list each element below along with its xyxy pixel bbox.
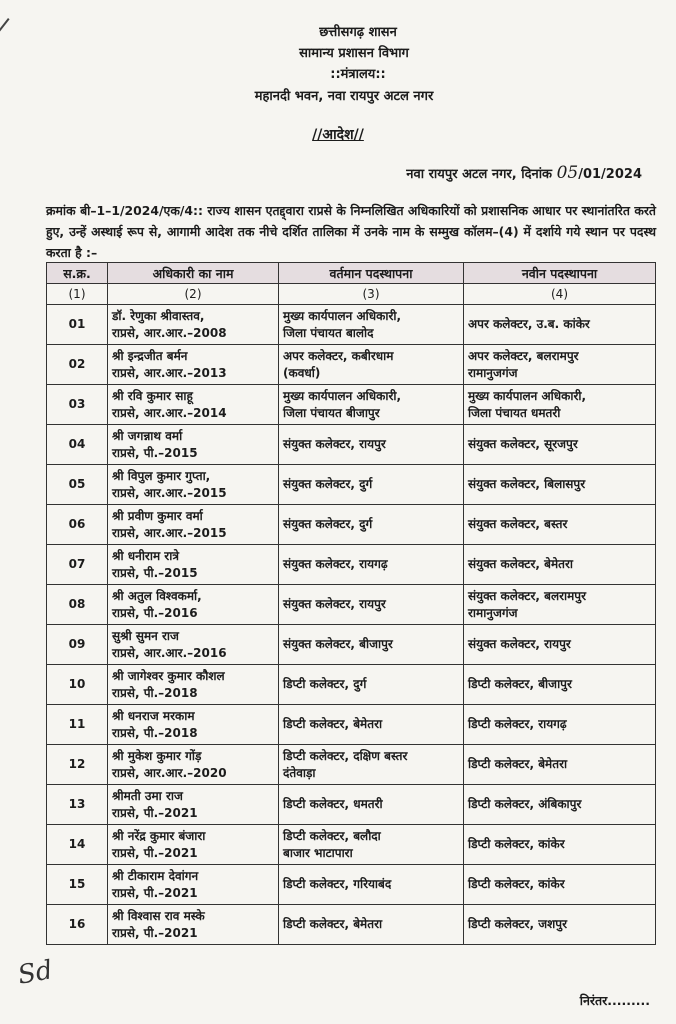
current-posting: [279, 825, 464, 865]
officer-name: [108, 905, 279, 945]
officer-name: [108, 585, 279, 625]
serial-number: [47, 585, 108, 625]
new-posting: [464, 585, 656, 625]
officer-name: [108, 825, 279, 865]
current-posting-line-1: अपर कलेक्टर, कबीरधाम: [283, 348, 394, 363]
pen-stroke-mark: [0, 18, 10, 59]
current-posting: [279, 865, 464, 905]
new-posting-line-1: संयुक्त कलेक्टर, बलरामपुर: [468, 588, 587, 603]
new-posting: [464, 385, 656, 425]
current-posting-line-1: संयुक्त कलेक्टर, दुर्ग: [283, 517, 373, 531]
table-header-row: [47, 263, 656, 284]
officer-name-line-1: श्री इन्द्रजीत बर्मन: [112, 348, 188, 363]
new-posting: [464, 425, 656, 465]
new-posting-line-2: रामानुजगंज: [468, 365, 518, 380]
current-posting-line-1: डिप्टी कलेक्टर, बलौदा: [283, 828, 381, 843]
header-current-posting: वर्तमान पदस्थापना: [279, 263, 464, 284]
officer-name: [108, 345, 279, 385]
officer-name-line-2: राप्रसे, पी.–2021: [112, 805, 198, 820]
table-row: [47, 865, 656, 905]
new-posting: [464, 625, 656, 665]
table-row: [47, 465, 656, 505]
serial-number: [47, 785, 108, 825]
header-officer-name: अधिकारी का नाम: [108, 263, 279, 284]
order-title-text: //आदेश//: [312, 127, 364, 143]
serial-number-line-1: 13: [68, 797, 86, 811]
new-posting: [464, 785, 656, 825]
serial-number: [47, 745, 108, 785]
officer-name-line-1: श्री मुकेश कुमार गोंड़: [112, 748, 202, 763]
officer-name: [108, 305, 279, 345]
current-posting: [279, 625, 464, 665]
table-row: [47, 545, 656, 585]
col-number-3: (3): [279, 284, 464, 305]
serial-number-line-1: 14: [68, 837, 86, 851]
officer-name: [108, 745, 279, 785]
table-row: [47, 665, 656, 705]
table-row: [47, 745, 656, 785]
officer-name-line-2: राप्रसे, पी.–2015: [112, 565, 198, 580]
current-posting-line-1: डिप्टी कलेक्टर, बेमेतरा: [283, 917, 383, 931]
serial-number-line-1: 07: [68, 557, 86, 571]
serial-number-line-1: 11: [68, 717, 86, 731]
new-posting-line-1: अपर कलेक्टर, उ.ब. कांकेर: [468, 317, 590, 331]
officer-name: [108, 785, 279, 825]
current-posting-line-1: डिप्टी कलेक्टर, गरियाबंद: [283, 877, 392, 891]
signature-mark: Sd: [15, 955, 55, 991]
officer-name-line-1: श्री रवि कुमार साहू: [112, 388, 193, 403]
serial-number: [47, 665, 108, 705]
new-posting-line-1: डिप्टी कलेक्टर, अंबिकापुर: [468, 797, 582, 811]
new-posting-line-1: मुख्य कार्यपालन अधिकारी,: [468, 388, 587, 403]
current-posting-line-1: मुख्य कार्यपालन अधिकारी,: [283, 308, 402, 323]
current-posting: [279, 465, 464, 505]
officer-name-line-1: श्री विपुल कुमार गुप्ता,: [112, 468, 211, 483]
officer-name-line-2: राप्रसे, आर.आर.–2008: [112, 325, 227, 340]
serial-number: [47, 625, 108, 665]
header-line-1: छत्तीसगढ़ शासन: [319, 25, 397, 40]
table-row: [47, 505, 656, 545]
serial-number-line-1: 06: [68, 517, 86, 531]
serial-number-line-1: 01: [68, 317, 86, 331]
new-posting-line-1: संयुक्त कलेक्टर, सूरजपुर: [468, 437, 578, 451]
current-posting-line-2: (कवर्धा): [283, 365, 321, 380]
current-posting: [279, 425, 464, 465]
officer-name-line-1: श्रीमती उमा राज: [112, 788, 183, 803]
officer-name-line-2: राप्रसे, आर.आर.–2015: [112, 525, 227, 540]
current-posting: [279, 345, 464, 385]
col-number-1: (1): [47, 284, 108, 305]
current-posting-line-1: मुख्य कार्यपालन अधिकारी,: [283, 388, 402, 403]
officer-name: [108, 625, 279, 665]
current-posting-line-2: जिला पंचायत बालोद: [283, 325, 374, 340]
current-posting: [279, 585, 464, 625]
new-posting: [464, 545, 656, 585]
new-posting-line-1: संयुक्त कलेक्टर, बेमेतरा: [468, 557, 573, 571]
header-line-4: महानदी भवन, नवा रायपुर अटल नगर: [254, 89, 434, 104]
serial-number: [47, 505, 108, 545]
header-line-3: ::मंत्रालय::: [330, 67, 386, 82]
table-column-number-row: [47, 284, 656, 305]
current-posting-line-1: डिप्टी कलेक्टर, बेमेतरा: [283, 717, 383, 731]
officer-name-line-2: राप्रसे, पी.–2015: [112, 445, 198, 460]
officer-name-line-1: श्री नरेंद्र कुमार बंजारा: [112, 828, 206, 843]
current-posting: [279, 505, 464, 545]
officer-name: [108, 465, 279, 505]
current-posting-line-1: संयुक्त कलेक्टर, रायपुर: [283, 437, 386, 451]
officer-name-line-1: श्री जगन्नाथ वर्मा: [112, 428, 183, 443]
date-prefix: नवा रायपुर अटल नगर, दिनांक: [406, 167, 553, 182]
current-posting: [279, 665, 464, 705]
officer-name: [108, 665, 279, 705]
date-day: 05: [556, 163, 579, 183]
new-posting-line-1: संयुक्त कलेक्टर, बस्तर: [468, 517, 568, 531]
serial-number-line-1: 08: [68, 597, 86, 611]
new-posting-line-2: जिला पंचायत धमतरी: [468, 405, 561, 420]
new-posting-line-1: अपर कलेक्टर, बलरामपुर: [468, 348, 579, 363]
table-row: [47, 905, 656, 945]
current-posting: [279, 705, 464, 745]
serial-number: [47, 425, 108, 465]
table-row: [47, 345, 656, 385]
officer-name-line-2: राप्रसे, पी.–2018: [112, 685, 198, 700]
current-posting-line-1: संयुक्त कलेक्टर, रायगढ़: [283, 557, 388, 571]
new-posting-line-1: संयुक्त कलेक्टर, बिलासपुर: [468, 477, 586, 491]
new-posting: [464, 705, 656, 745]
serial-number-line-1: 02: [68, 357, 86, 371]
new-posting: [464, 745, 656, 785]
current-posting: [279, 905, 464, 945]
table-row: [47, 585, 656, 625]
col-number-4: (4): [464, 284, 656, 305]
table-body: [47, 305, 656, 945]
table-row: [47, 625, 656, 665]
new-posting: [464, 865, 656, 905]
current-posting: [279, 745, 464, 785]
new-posting-line-1: संयुक्त कलेक्टर, रायपुर: [468, 637, 571, 651]
officer-name-line-2: राप्रसे, आर.आर.–2020: [112, 765, 227, 780]
new-posting: [464, 305, 656, 345]
header-sn: स.क्र.: [47, 263, 108, 284]
new-posting-line-1: डिप्टी कलेक्टर, जशपुर: [468, 917, 567, 931]
new-posting: [464, 465, 656, 505]
date-rest: /01/2024: [578, 167, 642, 182]
officer-name-line-1: श्री जागेश्वर कुमार कौशल: [112, 668, 225, 683]
serial-number-line-1: 04: [68, 437, 86, 451]
new-posting-line-1: डिप्टी कलेक्टर, बीजापुर: [468, 677, 572, 691]
current-posting-line-2: जिला पंचायत बीजापुर: [283, 405, 380, 420]
officer-name-line-1: सुश्री सुमन राज: [112, 628, 179, 643]
current-posting-line-1: संयुक्त कलेक्टर, रायपुर: [283, 597, 386, 611]
officer-name-line-1: श्री टीकाराम देवांगन: [112, 868, 199, 883]
serial-number-line-1: 12: [68, 757, 86, 771]
current-posting-line-1: संयुक्त कलेक्टर, दुर्ग: [283, 477, 373, 491]
current-posting: [279, 385, 464, 425]
officer-name-line-2: राप्रसे, पी.–2016: [112, 605, 198, 620]
officer-name-line-2: राप्रसे, पी.–2021: [112, 885, 198, 900]
new-posting-line-1: डिप्टी कलेक्टर, बेमेतरा: [468, 757, 568, 771]
officer-name-line-1: श्री धनीराम रात्रे: [112, 548, 179, 563]
table-row: [47, 705, 656, 745]
order-title: [0, 125, 676, 144]
serial-number: [47, 345, 108, 385]
current-posting-line-1: डिप्टी कलेक्टर, दुर्ग: [283, 677, 367, 691]
serial-number: [47, 865, 108, 905]
officer-name: [108, 705, 279, 745]
serial-number: [47, 465, 108, 505]
col-number-2: (2): [108, 284, 279, 305]
new-posting: [464, 905, 656, 945]
new-posting: [464, 665, 656, 705]
current-posting-line-2: दंतेवाड़ा: [283, 765, 316, 780]
officer-name: [108, 425, 279, 465]
officer-name-line-2: राप्रसे, आर.आर.–2015: [112, 485, 227, 500]
officer-name-line-2: राप्रसे, पी.–2021: [112, 925, 198, 940]
officer-name-line-1: श्री अतुल विश्वकर्मा,: [112, 588, 202, 603]
serial-number: [47, 825, 108, 865]
new-posting: [464, 505, 656, 545]
table-row: [47, 425, 656, 465]
officer-name-line-1: श्री धनराज मरकाम: [112, 708, 195, 723]
serial-number: [47, 385, 108, 425]
header-line-2: सामान्य प्रशासन विभाग: [299, 46, 409, 61]
officer-name-line-1: श्री विश्वास राव मस्के: [112, 908, 205, 923]
serial-number-line-1: 10: [68, 677, 86, 691]
current-posting-line-1: डिप्टी कलेक्टर, धमतरी: [283, 797, 383, 811]
serial-number: [47, 905, 108, 945]
current-posting: [279, 785, 464, 825]
new-posting: [464, 825, 656, 865]
new-posting-line-2: रामानुजगंज: [468, 605, 518, 620]
officer-name: [108, 865, 279, 905]
serial-number-line-1: 16: [68, 917, 86, 931]
new-posting-line-1: डिप्टी कलेक्टर, कांकेर: [468, 877, 565, 891]
serial-number-line-1: 09: [68, 637, 86, 651]
table-row: [47, 385, 656, 425]
officer-name-line-1: श्री प्रवीण कुमार वर्मा: [112, 508, 203, 523]
new-posting: [464, 345, 656, 385]
serial-number-line-1: 15: [68, 877, 86, 891]
continued-label: निरंतर.........: [579, 993, 650, 1008]
table-row: [47, 305, 656, 345]
order-paragraph: क्रमांक बी–1–1/2024/एक/4:: राज्य शासन एतद्द्वारा राप्रसे के निम्नलिखित अधिकारियों को प्रशासनिक आधार पर स्थानांतरित करते हुए, उन्हें अस्थाई रूप से, आगामी आदेश तक नीचे दर्शित तालिका में उनके नाम के सम्मुख कॉलम–(4) में दर्शाये गये स्थान पर पदस्थ करता है :–: [46, 203, 656, 260]
officer-name-line-2: राप्रसे, पी.–2018: [112, 725, 198, 740]
header-new-posting: नवीन पदस्थापना: [464, 263, 656, 284]
current-posting: [279, 545, 464, 585]
current-posting-line-1: डिप्टी कलेक्टर, दक्षिण बस्तर: [283, 748, 408, 763]
transfer-table: [46, 262, 656, 945]
serial-number-line-1: 05: [68, 477, 86, 491]
officer-name-line-2: राप्रसे, आर.आर.–2016: [112, 645, 227, 660]
current-posting: [279, 305, 464, 345]
serial-number: [47, 705, 108, 745]
officer-name: [108, 545, 279, 585]
new-posting-line-1: डिप्टी कलेक्टर, कांकेर: [468, 837, 565, 851]
table-row: [47, 825, 656, 865]
serial-number-line-1: 03: [68, 397, 86, 411]
order-date: [406, 163, 642, 183]
serial-number: [47, 305, 108, 345]
current-posting-line-1: संयुक्त कलेक्टर, बीजापुर: [283, 637, 393, 651]
officer-name-line-2: राप्रसे, आर.आर.–2014: [112, 405, 227, 420]
officer-name-line-1: डॉ. रेणुका श्रीवास्तव,: [112, 308, 205, 323]
new-posting-line-1: डिप्टी कलेक्टर, रायगढ़: [468, 717, 567, 731]
officer-name: [108, 385, 279, 425]
table-row: [47, 785, 656, 825]
officer-name-line-2: राप्रसे, आर.आर.–2013: [112, 365, 227, 380]
officer-name-line-2: राप्रसे, पी.–2021: [112, 845, 198, 860]
serial-number: [47, 545, 108, 585]
current-posting-line-2: बाजार भाटापारा: [283, 845, 353, 860]
officer-name: [108, 505, 279, 545]
